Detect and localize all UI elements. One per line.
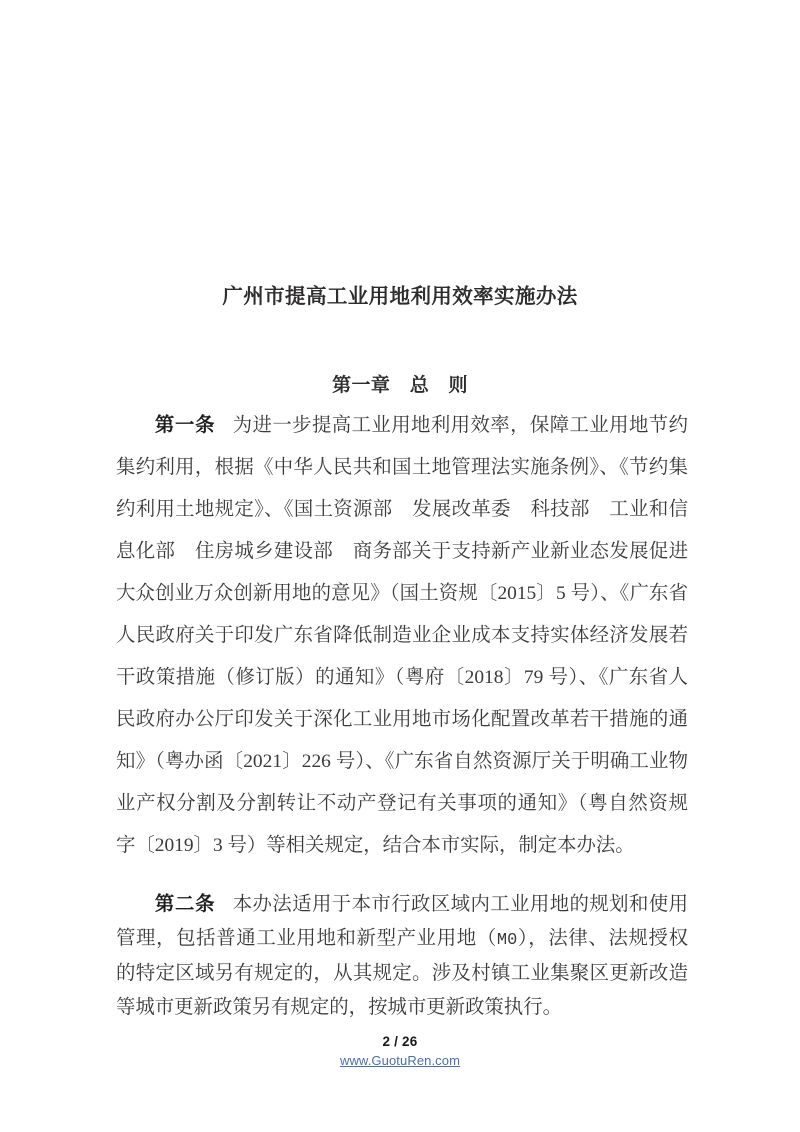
- article-1-label: 第一条: [154, 414, 216, 436]
- watermark-link[interactable]: www.GuotuRen.com: [339, 1053, 461, 1068]
- article-2-text-part-1: 本办法适用于本市行政区域内工业用地的规划和使用管理，包括普通工业用地和新型产业用地（: [116, 894, 689, 949]
- page-title: 广州市提高工业用地利用效率实施办法: [222, 284, 578, 308]
- article-2-text-part-2: ），法律、法规授权的特定区域另有规定的，从其规定。涉及村镇工业集聚区更新改造等城市更新政策另有规定的，按城市更新政策执行。: [116, 927, 688, 1018]
- chapter-heading: 第一章 总 则: [332, 374, 468, 396]
- article-1-text: 为进一步提高工业用地利用效率，保障工业用地节约集约利用，根据《中华人民共和国土地管理法实施条例》、《节约集约利用土地规定》、《国土资源部 发展改革委 科技部 工业和信息化部 住房城乡建设部 商务部关于支持新产业新业态发展促进大众创业万众创新用地的意见》（国土资规〔2015〕5 号）、《广东省人民政府关于印发广东省降低制造业企业成本支持实体经济发展若干政策措施（修订版）的通知》（粤府〔2018〕79 号）、《广东省人民政府办公厅印发关于深化工业用地市场化配置改革若干措施的通知》（粤办函〔2021〕226 号）、《广东省自然资源厅关于明确工业物业产权分割及分割转让不动产登记有关事项的通知》（粤自然资规字〔2019〕3 号）等相关规定，结合本市实际，制定本办法。: [116, 415, 689, 856]
- article-2-label: 第二条: [154, 893, 216, 915]
- document-body: [116, 404, 688, 1024]
- page-footer: [0, 1034, 800, 1070]
- page-number: 2 / 26: [382, 1034, 418, 1049]
- article-paragraph-2: [116, 888, 688, 1024]
- article-paragraph-1: [116, 404, 688, 867]
- land-use-code: M0: [496, 930, 518, 950]
